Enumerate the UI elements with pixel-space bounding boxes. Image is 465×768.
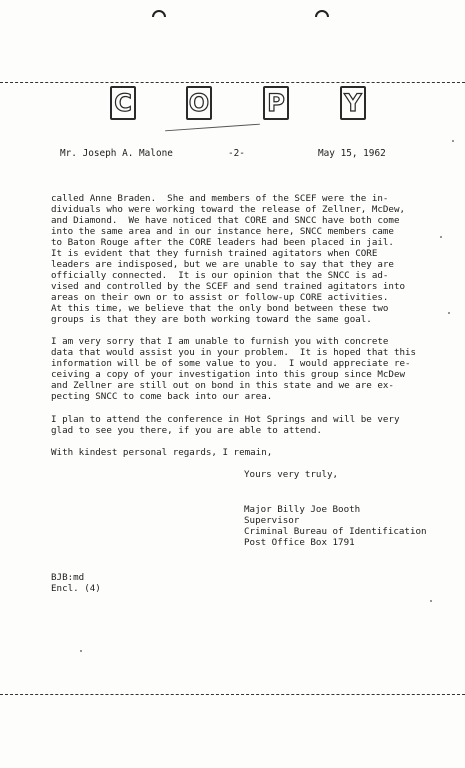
signer-office: Criminal Bureau of Identification [244,526,427,537]
scan-speck [80,650,82,652]
body-line: called Anne Braden. She and members of the SCEF were the in- [51,193,389,204]
bottom-rule [0,694,465,695]
page-number: -2- [228,148,245,159]
top-rule [0,82,465,83]
typist-initials: BJB:md [51,572,85,583]
enclosures-note: Encl. (4) [51,583,101,594]
scan-speck [452,140,454,142]
body-line: pecting SNCC to come back into our area. [51,391,273,402]
body-line: leaders are indisposed, but we are unable to say that they are [51,259,394,270]
copy-stamp-letter: C [110,86,136,120]
binder-hole-left-icon [152,8,166,18]
body-line: information will be of some value to you. I would appreciate re- [51,358,411,369]
copy-stamp-letter: Y [340,86,366,120]
stray-pen-mark [165,124,260,132]
signer-address: Post Office Box 1791 [244,537,355,548]
body-line: With kindest personal regards, I remain, [51,447,273,458]
body-line: and Zellner are still out on bond in this state and we are ex- [51,380,394,391]
body-line: I am very sorry that I am unable to furnish you with concrete [51,336,389,347]
body-line: and Diamond. We have noticed that CORE and SNCC have both come [51,215,400,226]
scan-speck [430,600,432,602]
body-line: vised and controlled by the SCEF and send trained agitators into [51,281,406,292]
copy-stamp-letter: P [263,86,289,120]
body-line: to Baton Rouge after the CORE leaders had been placed in jail. [51,237,394,248]
binder-hole-right-icon [315,8,329,18]
body-line: dividuals who were working toward the release of Zellner, McDew, [51,204,406,215]
body-line: At this time, we believe that the only bond between these two [51,303,389,314]
signer-name: Major Billy Joe Booth [244,504,361,515]
body-line: It is evident that they furnish trained agitators when CORE [51,248,378,259]
recipient-name: Mr. Joseph A. Malone [60,148,173,159]
copy-stamp [110,86,370,122]
body-line: areas on their own or to assist or follow-up CORE activities. [51,292,389,303]
scan-speck [448,312,450,314]
scan-speck [440,236,442,238]
signer-title: Supervisor [244,515,300,526]
body-line: I plan to attend the conference in Hot Springs and will be very [51,414,400,425]
body-line: into the same area and in our instance here, SNCC members came [51,226,394,237]
valediction: Yours very truly, [244,469,339,480]
body-line: data that would assist you in your problem. It is hoped that this [51,347,417,358]
body-line: glad to see you there, if you are able to attend. [51,425,323,436]
letter-date: May 15, 1962 [318,148,386,159]
body-line: ceiving a copy of your investigation into this group since McDew [51,369,406,380]
copy-stamp-letter: O [186,86,212,120]
body-line: groups is that they are both working toward the same goal. [51,314,372,325]
body-line: officially connected. It is our opinion that the SNCC is ad- [51,270,389,281]
